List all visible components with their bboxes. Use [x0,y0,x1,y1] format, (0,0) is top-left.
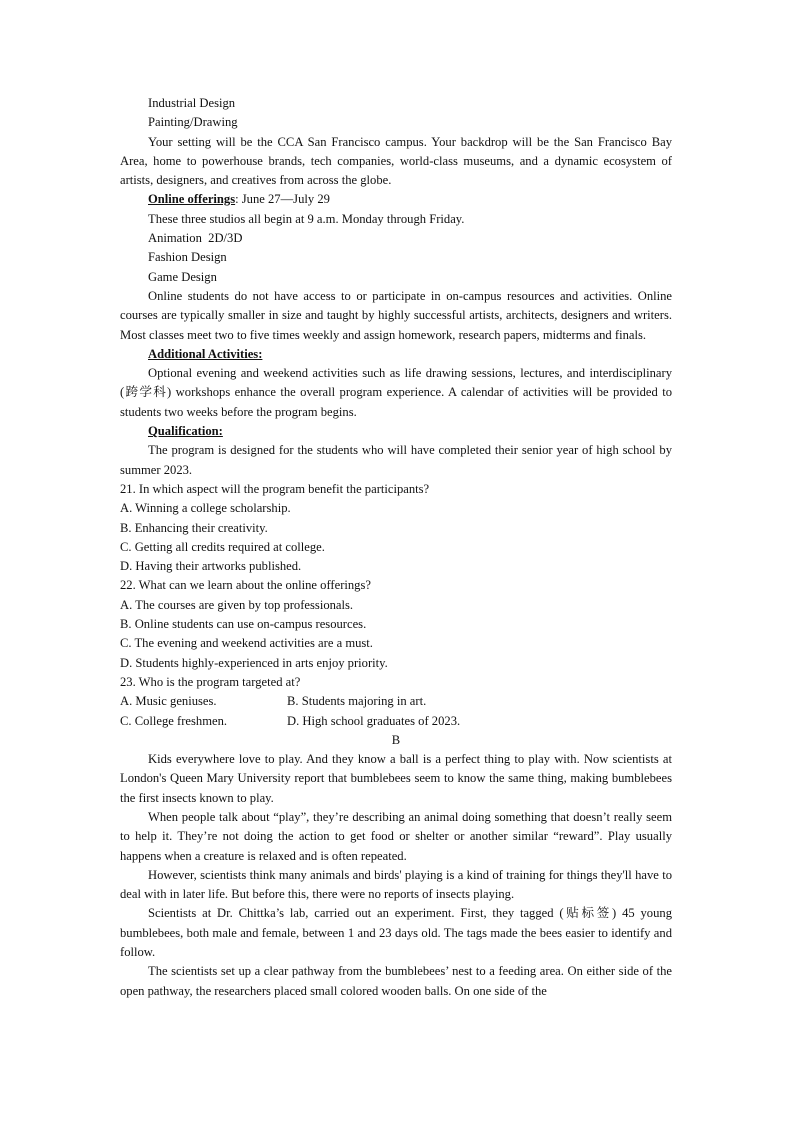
setting-paragraph: Your setting will be the CCA San Francisco campus. Your backdrop will be the San Francisco Bay Area, home to powerhouse brands, tech companies, world-class museums, and a dynamic ecosystem of artists, designers, and creatives from across the globe. [120,134,672,188]
question-option: A. Winning a college scholarship. [120,501,291,516]
qualification-heading [120,422,672,441]
online-note: Online students do not have access to or participate in on-campus resources and activities. Online courses are typically smaller in size and taught by highly successful artists, architects, designers and writers. Most classes meet two to five times weekly and assign homework, research papers, midterms and finals. [120,288,672,342]
question-option: D. Students highly-experienced in arts enjoy priority. [120,655,388,670]
passage-paragraph: The scientists set up a clear pathway from the bumblebees’ nest to a feeding area. On either side of the open pathway, the researchers placed small colored wooden balls. On one side of the [120,964,672,998]
option-row [120,712,672,731]
online-offerings-dates: : June 27—July 29 [235,192,330,207]
question-option: B. Online students can use on-campus resources. [120,617,367,632]
question-option: A. The courses are given by top professionals. [120,597,354,612]
question-option: C. College freshmen. [120,713,228,728]
studio-item: Industrial Design [148,96,236,110]
question-option: C. The evening and weekend activities are a must. [120,636,373,651]
qualification-text: The program is designed for the students who will have completed their senior year of high school by summer 2023. [120,443,672,477]
additional-activities-heading [120,345,672,364]
studio-item: Animation 2D/3D [148,231,243,246]
passage-paragraph: Scientists at Dr. Chittka’s lab, carried out an experiment. First, they tagged (贴标签) 45 young bumblebees, both male and female, between 1 and 23 days old. The tags made the bees easier to identify and follow. [120,906,672,960]
question-option: D. Having their artworks published. [120,559,302,574]
text-column [120,94,672,1001]
section-label: B [391,732,401,747]
question-option: B. Enhancing their creativity. [120,520,268,535]
question-option: B. Students majoring in art. [287,694,427,709]
online-offerings-line [120,190,672,209]
option-row [120,692,672,711]
additional-activities-text: Optional evening and weekend activities such as life drawing sessions, lectures, and interdisciplinary (跨学科) workshops enhance the overall program experience. A calendar of activities will be provided to students two weeks before the program begins. [120,366,672,419]
passage-paragraph: Kids everywhere love to play. And they know a ball is a perfect thing to play with. Now scientists at London's Queen Mary University report that bumblebees seem to know the same thing, making bumblebees the first insects known to play. [120,752,672,805]
passage-paragraph: However, scientists think many animals and birds' playing is a kind of training for things they'll have to deal with in later life. But before this, there were no reports of insects playing. [120,867,672,902]
studio-item: Game Design [148,269,217,284]
question-option: A. Music geniuses. [120,694,217,709]
studio-item: Fashion Design [148,250,227,265]
question-option: D. High school graduates of 2023. [287,713,461,728]
question-stem: 23. Who is the program targeted at? [120,674,301,689]
qualification-heading-text: Qualification: [148,424,223,439]
passage-paragraph: When people talk about “play”, they’re describing an animal doing something that doesn’t really seem to help it. They’re not doing the action to get food or shelter or another similar “reward”. Play usually happens when a creature is relaxed and is often repeated. [120,809,672,863]
question-option: C. Getting all credits required at college. [120,539,325,554]
online-intro: These three studios all begin at 9 a.m. Monday through Friday. [148,211,465,226]
additional-activities-heading-text: Additional Activities: [148,346,263,361]
online-offerings-heading: Online offerings [148,192,236,207]
question-stem: 21. In which aspect will the program benefit the participants? [120,481,430,496]
question-stem: 22. What can we learn about the online offerings? [120,578,371,593]
studio-item: Painting/Drawing [148,115,238,130]
